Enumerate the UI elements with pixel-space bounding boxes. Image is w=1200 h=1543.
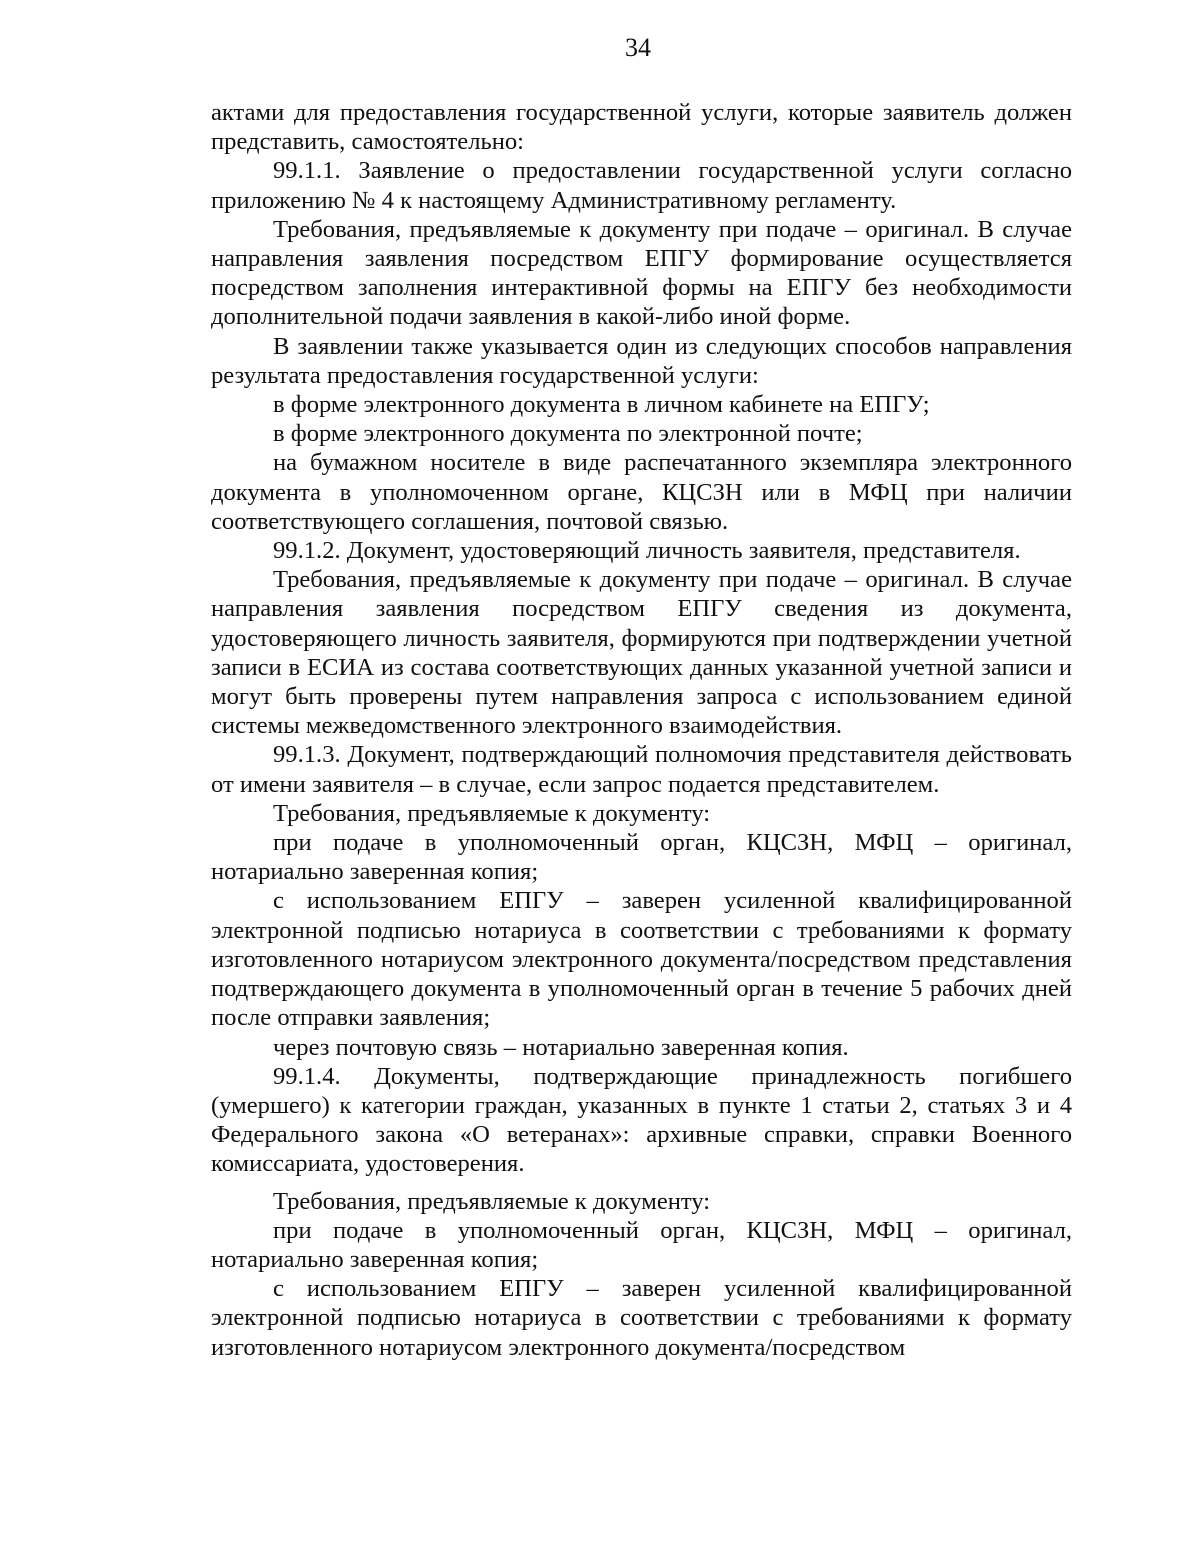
paragraph-item-99-1-4: 99.1.4. Документы, подтверждающие принадлежность погибшего (умершего) к категории граждан, указанных в пункте 1 статьи 2, статьях 3 и 4 Федерального закона «О ветеранах»: архивные справки, справки Военного комиссариата, удостоверения. [211,1062,1072,1178]
paragraph-result-delivery-methods: В заявлении также указывается один из следующих способов направления результата предоставления государственной услуги: [211,332,1072,389]
paragraph-requirement-mail: через почтовую связь – нотариально заверенная копия. [273,1033,849,1061]
paragraph-requirements-heading-2: Требования, предъявляемые к документу: [273,1187,711,1215]
paragraph-continuation: актами для предоставления государственной услуги, которые заявитель должен представить, самостоятельно: [211,99,1072,156]
paragraph-item-99-1-2: 99.1.2. Документ, удостоверяющий личность заявителя, представителя. [273,537,1021,565]
paragraph-method-paper: на бумажном носителе в виде распечатанного экземпляра электронного документа в уполномоченном органе, КЦСЗН или в МФЦ при наличии соответствующего соглашения, почтовой связью. [211,449,1072,535]
paragraph-requirement-epgu-2: с использованием ЕПГУ – заверен усиленной квалифицированной электронной подписью нотариуса в соответствии с требованиями к формату изготовленного нотариусом электронного документа/посредством [211,1275,1072,1361]
paragraph-requirement-in-person-2: при подаче в уполномоченный орган, КЦСЗН, МФЦ – оригинал, нотариально заверенная копия; [211,1216,1072,1273]
page-number: 34 [625,33,651,62]
paragraph-requirement-in-person: при подаче в уполномоченный орган, КЦСЗН, МФЦ – оригинал, нотариально заверенная копия; [211,829,1072,886]
paragraph-item-99-1-1: 99.1.1. Заявление о предоставлении государственной услуги согласно приложению № 4 к настоящему Административному регламенту. [211,157,1072,214]
paragraph-requirements-heading: Требования, предъявляемые к документу: [273,799,711,827]
paragraph-requirement-epgu: с использованием ЕПГУ – заверен усиленной квалифицированной электронной подписью нотариуса в соответствии с требованиями к формату изготовленного нотариусом электронного документа/посредством представления подтверждающего документа в уполномоченный орган в течение 5 рабочих дней после отправки заявления; [211,887,1072,1032]
paragraph-item-99-1-3: 99.1.3. Документ, подтверждающий полномочия представителя действовать от имени заявителя – в случае, если запрос подается представителем. [211,741,1072,798]
paragraph-method-email: в форме электронного документа по электронной почте; [273,420,863,448]
paragraph-method-epgu-cabinet: в форме электронного документа в личном кабинете на ЕПГУ; [273,391,930,419]
paragraph-requirements-identity: Требования, предъявляемые к документу при подаче – оригинал. В случае направления заявления посредством ЕПГУ сведения из документа, удостоверяющего личность заявителя, формируются при подтверждении учетной записи в ЕСИА из состава соответствующих данных указанной учетной записи и могут быть проверены путем направления запроса с использованием единой системы межведомственного электронного взаимодействия. [211,566,1072,740]
paragraph-requirements-application: Требования, предъявляемые к документу при подаче – оригинал. В случае направления заявления посредством ЕПГУ формирование осуществляется посредством заполнения интерактивной формы на ЕПГУ без необходимости дополнительной подачи заявления в какой-либо иной форме. [211,215,1072,331]
body-text [211,98,1072,1362]
